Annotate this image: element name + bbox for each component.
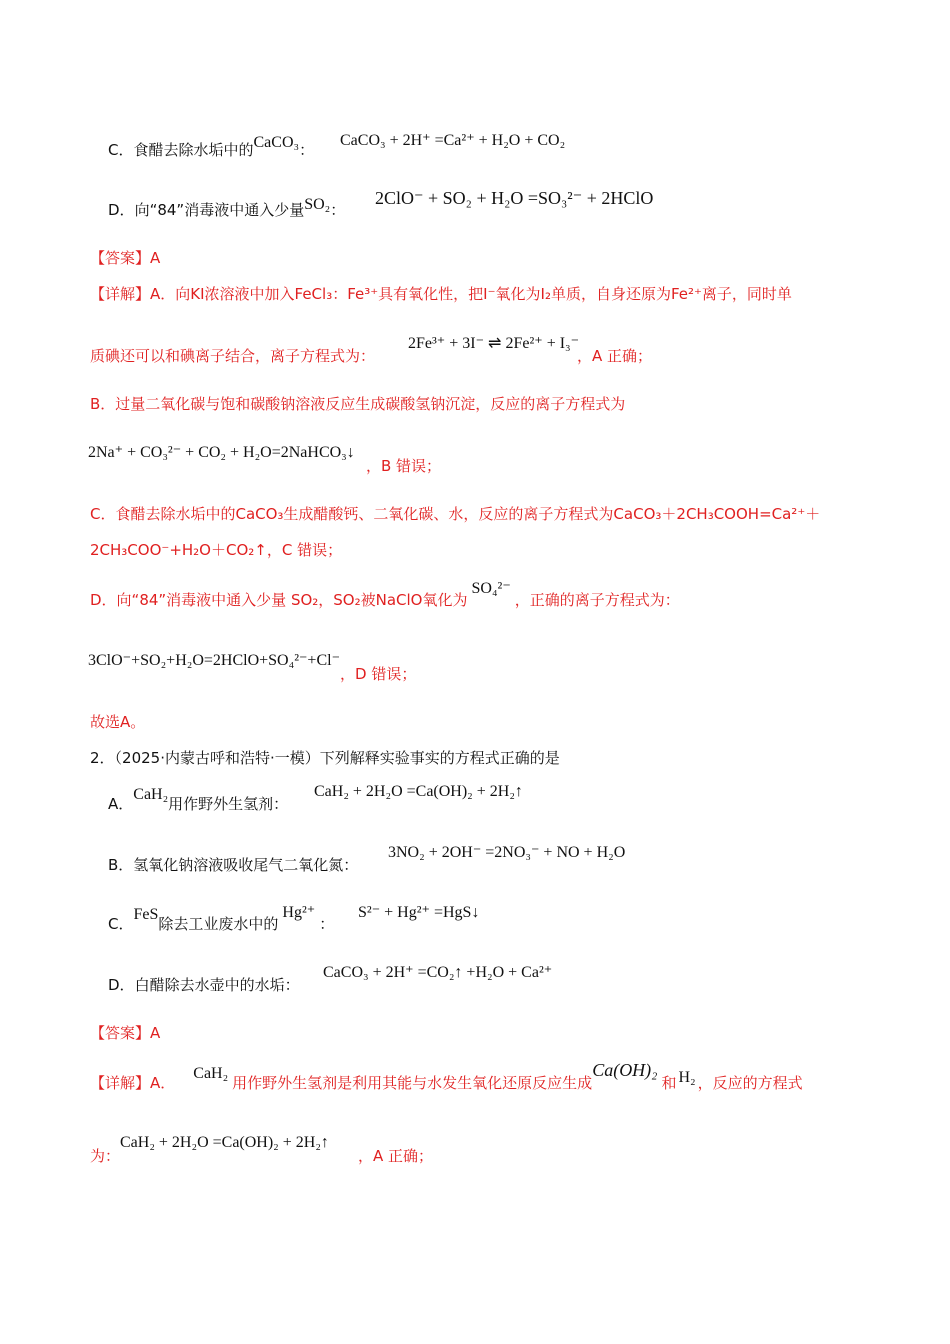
q2-detail-a-result: ，A 正确；	[358, 1147, 434, 1165]
q2-detail-a-line2: 为：	[90, 1147, 121, 1165]
q1-detail-c-line2: 2CH₃COO⁻+H₂O＋CO₂↑，C 错误；	[90, 541, 343, 559]
sulfate-formula: SO₄²⁻	[471, 580, 511, 597]
detail-text: ，反应的方程式	[697, 1074, 803, 1092]
colon: ：	[299, 141, 315, 159]
q2-answer: 【答案】A	[90, 1024, 161, 1042]
q1-detail-d-equation: 3ClO⁻+SO₂+H₂O=2HClO+SO₄²⁻+Cl⁻	[88, 652, 341, 669]
colon: ：	[319, 915, 335, 933]
q1-detail-d-result: ，D 错误；	[340, 665, 417, 683]
option-text: 氢氧化钠溶液吸收尾气二氧化氮：	[133, 856, 359, 874]
option-letter: B．	[108, 856, 134, 874]
q2-option-d	[108, 975, 300, 995]
inline-formula: CaH₂	[133, 786, 169, 803]
q1-detail-a-result: ，A 正确；	[577, 347, 653, 365]
q1-detail-b-line1: B．过量二氧化碳与饱和碳酸钠溶液反应生成碳酸氢钠沉淀，反应的离子方程式为	[90, 395, 626, 413]
q1-detail-a-line2	[90, 346, 375, 366]
inline-formula: CaCO₃	[253, 134, 300, 151]
q2-option-b-equation: 3NO₂ + 2OH⁻ =2NO₃⁻ + NO + H₂O	[388, 844, 626, 861]
option-letter: D．	[108, 976, 135, 994]
q2-option-b	[108, 855, 358, 875]
q2-option-a-equation: CaH₂ + 2H₂O =Ca(OH)₂ + 2H₂↑	[314, 783, 523, 800]
q1-answer: 【答案】A	[90, 249, 161, 267]
detail-text: 和	[661, 1074, 677, 1092]
q1-detail-b-result: ，B 错误；	[366, 457, 442, 475]
detail-text: 用作野外生氢剂是利用其能与水发生氧化还原反应生成	[232, 1074, 593, 1092]
option-text: 食醋去除水垢中的	[133, 141, 254, 159]
hydroxide-formula: Ca(OH)₂	[592, 1060, 658, 1080]
q2-stem: 2．（2025·内蒙古呼和浩特·一模）下列解释实验事实的方程式正确的是	[90, 749, 560, 767]
q1-detail-a-line1: 【详解】A．向KI浓溶液中加入FeCl₃：Fe³⁺具有氧化性，把I⁻氧化为I₂单质，自身还原为Fe²⁺离子，同时单	[90, 285, 792, 303]
inline-formula: CaH₂	[193, 1065, 229, 1082]
q1-option-d-equation: 2ClO⁻ + SO₂ + H₂O =SO₃²⁻ + 2HClO	[375, 188, 654, 208]
inline-formula: FeS	[133, 906, 159, 923]
inline-formula: SO₂	[304, 196, 331, 213]
q2-detail-a-equation: CaH₂ + 2H₂O =Ca(OH)₂ + 2H₂↑	[120, 1134, 329, 1151]
q1-option-c-equation: CaCO₃ + 2H⁺ =Ca²⁺ + H₂O + CO₂	[340, 132, 566, 149]
detail-text: ，正确的离子方程式为：	[514, 591, 680, 609]
option-letter: A．	[108, 795, 134, 813]
option-text: 用作野外生氢剂：	[168, 795, 289, 813]
q2-detail-a-line1	[90, 1060, 803, 1094]
q2-option-d-equation: CaCO₃ + 2H⁺ =CO₂↑ +H₂O + Ca²⁺	[323, 964, 553, 981]
q2-option-c-equation: S²⁻ + Hg²⁺ =HgS↓	[358, 904, 480, 921]
q1-detail-b-equation: 2Na⁺ + CO₃²⁻ + CO₂ + H₂O=2NaHCO₃↓	[88, 444, 355, 461]
option-letter: D．	[108, 201, 135, 219]
detail-text: D．向“84”消毒液中通入少量 SO₂，SO₂被NaClO氧化为	[90, 591, 468, 609]
option-letter: C．	[108, 141, 134, 159]
q2-option-c	[108, 904, 335, 935]
detail-text: 质碘还可以和碘离子结合，离子方程式为：	[90, 347, 376, 365]
q1-option-d	[108, 196, 346, 221]
q1-option-c	[108, 134, 315, 161]
hydrogen-formula: H₂	[678, 1069, 696, 1086]
ion-formula: Hg²⁺	[282, 904, 316, 921]
q1-conclusion: 故选A。	[90, 713, 146, 731]
q1-detail-a-equation: 2Fe³⁺ + 3I⁻ ⇌ 2Fe²⁺ + I₃⁻	[408, 335, 580, 352]
option-letter: C．	[108, 915, 134, 933]
option-text: 除去工业废水中的	[158, 915, 279, 933]
q1-detail-d-line1	[90, 580, 680, 611]
option-text: 向“84”消毒液中通入少量	[134, 201, 305, 219]
detail-text: 【详解】A．	[90, 1074, 176, 1092]
q1-detail-c-line1: C．食醋去除水垢中的CaCO₃生成醋酸钙、二氧化碳、水，反应的离子方程式为CaCO₃＋2CH₃COOH=Ca²⁺＋	[90, 505, 821, 523]
option-text: 白醋除去水壶中的水垢：	[134, 976, 300, 994]
q2-option-a	[108, 786, 289, 815]
colon: ：	[330, 201, 346, 219]
